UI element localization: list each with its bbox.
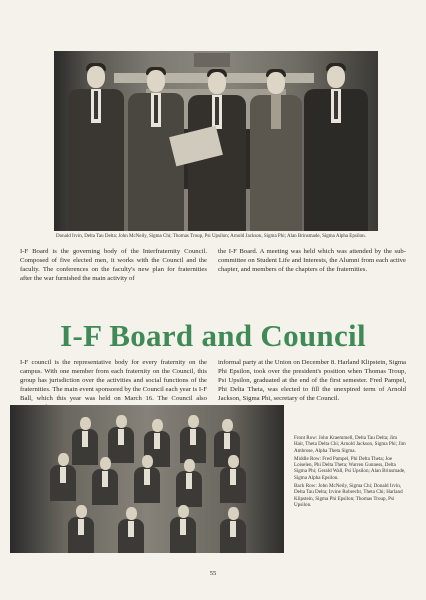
caption-front-row: Front Row: John Kraemmell, Delta Tau Delta; Jim Hair, Theta Delta Chi; Arnold Jackson, Sigma Phi; Jim Ambrose, Alpha Theta Sigma.: [294, 435, 406, 454]
person-4: [250, 67, 302, 231]
page-title: I-F Board and Council: [60, 318, 366, 353]
wall-frame: [194, 53, 230, 67]
board-photo: [54, 51, 378, 231]
intro-left-column: I-F Board is the governing body of the Interfraternity Council. Composed of five elected men, it works with the Council and the faculty. The conferences on the faculty's new plan for fraternities after the war furnished the main activity of: [20, 248, 207, 282]
intro-right-column: the I-F Board. A meeting was held which was attended by the sub-committee on Student Life and Interests, the Alumni from each active chapter, and members of the chapters of the fraternities.: [218, 248, 406, 273]
person-5: [304, 61, 368, 231]
caption-middle-row: Middle Row: Fred Pampel, Phi Delta Theta; Joe Loiselen, Phi Delta Theta; Warren Gunness, Delta Sigma Phi; Gerald Wall, Psi Upsilon; Alan Brinsmade, Sigma Alpha Epsilon.: [294, 455, 406, 481]
council-right-column: informal party at the Union on December 8. Harland Klipstein, Sigma Phi Epsilon, took over the president's position when Thomas Troup, Psi Upsilon, graduated at the end of the first semester. Fred Pampel, Phi Delta Theta, was elected to fill the unexpired term of Arnold Jackson, Sigma Phi, secretary of the Council.: [218, 359, 406, 402]
top-photo-caption: Donald Irvin, Delta Tau Delta; John McNeily, Sigma Chi; Thomas Troup, Psi Upsilon; Arnold Jackson, Sigma Phi; Alan Brinsmade, Sigma Alpha Epsilon.: [56, 234, 366, 239]
person-1: [68, 61, 124, 231]
council-photo: [10, 405, 284, 553]
council-left-column: I-F council is the representative body for every fraternity on the campus. With one member from each fraternity on the Council, this group has jurisdiction over the activities and social functions of the fraternities. The main event sponsored by the Council each year is I-F Ball, which this year was held on March 16. The Council also: [20, 359, 207, 402]
caption-back-row: Back Row: John McNeily, Sigma Chi; Donald Irvin, Delta Tau Delta; Irvine Robrecht, Theta Chi; Harland Klipstein, Sigma Phi Epsilon; Thomas Troup, Psi Upsilon.: [294, 483, 403, 508]
council-photo-caption: [294, 435, 406, 510]
page-number: 55: [209, 570, 217, 577]
